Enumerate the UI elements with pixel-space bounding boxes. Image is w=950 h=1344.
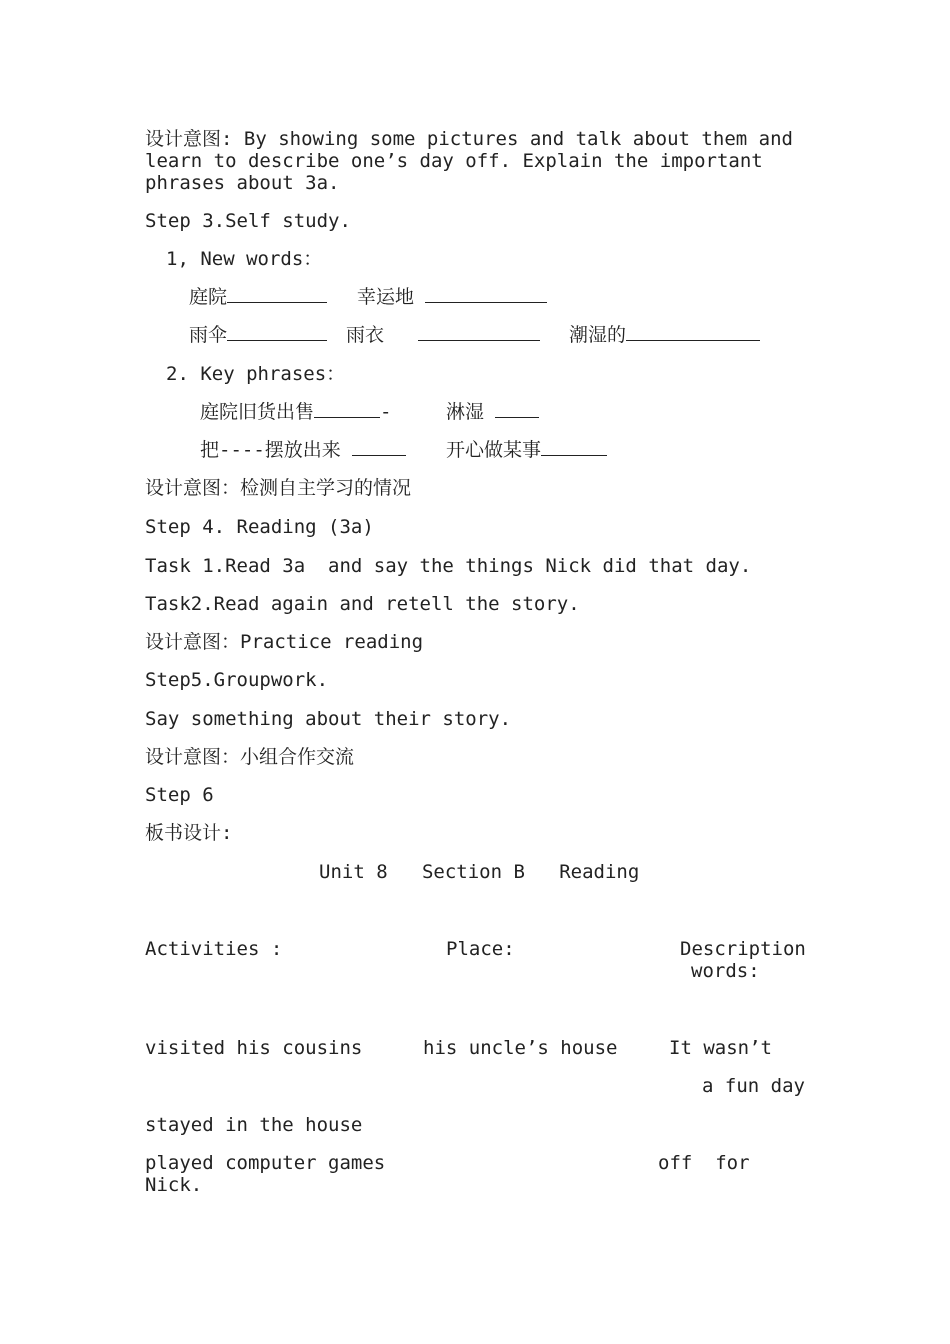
- step5-heading: Step5.Groupwork.: [145, 669, 329, 691]
- new-word-3: 雨伞: [189, 324, 327, 346]
- place-1: his uncle’s house: [423, 1037, 618, 1059]
- activity-2: stayed in the house: [145, 1114, 363, 1136]
- design-intent-1: 设计意图: By showing some pictures and talk about them and learn to describe one’s day off. Explain the important phrases about 3a.: [145, 128, 793, 194]
- step5-description: Say something about their story.: [145, 708, 512, 730]
- new-words-heading: 1, New words：: [166, 248, 323, 270]
- new-word-2: 幸运地: [357, 286, 547, 308]
- key-phrase-2: 淋湿: [446, 401, 539, 423]
- column-activities: Activities :: [145, 938, 283, 960]
- key-phrases-heading: 2. Key phrases：: [166, 363, 346, 385]
- column-place: Place:: [446, 938, 515, 960]
- phrase-blank-2[interactable]: [495, 401, 539, 418]
- design-intent-4: 设计意图：小组合作交流: [145, 746, 355, 768]
- column-description: Description: [680, 938, 806, 960]
- description-line-4: Nick.: [145, 1174, 203, 1196]
- new-word-1: 庭院: [189, 286, 327, 308]
- new-word-4: 雨衣: [346, 324, 540, 346]
- step6-heading: Step 6: [145, 784, 214, 806]
- activity-3: played computer games: [145, 1152, 386, 1174]
- design-intent-2: 设计意图：检测自主学习的情况: [145, 477, 412, 499]
- word-blank-1[interactable]: [227, 286, 327, 303]
- word-blank-3[interactable]: [227, 324, 327, 341]
- word-blank-5[interactable]: [626, 324, 760, 341]
- key-phrase-1: 庭院旧货出售 -: [200, 401, 392, 423]
- board-design-heading: 板书设计:: [145, 822, 233, 844]
- description-line-3: off for: [658, 1152, 750, 1174]
- word-blank-2[interactable]: [425, 286, 547, 303]
- step3-heading: Step 3.Self study.: [145, 210, 351, 232]
- phrase-blank-3[interactable]: [352, 439, 406, 456]
- description-line-2: a fun day: [702, 1075, 805, 1097]
- step4-heading: Step 4. Reading (3a): [145, 516, 374, 538]
- column-description-words: words:: [691, 960, 760, 982]
- task-2: Task2.Read again and retell the story.: [145, 593, 580, 615]
- phrase-blank-4[interactable]: [541, 439, 607, 456]
- key-phrase-3: 把----摆放出来: [200, 439, 406, 461]
- design-intent-3: 设计意图：Practice reading: [145, 631, 424, 653]
- task-1: Task 1.Read 3a and say the things Nick did that day.: [145, 555, 752, 577]
- board-title: Unit 8 Section B Reading: [319, 861, 640, 883]
- phrase-blank-1[interactable]: [314, 401, 380, 418]
- new-word-5: 潮湿的: [569, 324, 760, 346]
- key-phrase-4: 开心做某事: [446, 439, 607, 461]
- word-blank-4[interactable]: [418, 324, 540, 341]
- description-line-1: It wasn’t: [669, 1037, 772, 1059]
- activity-1: visited his cousins: [145, 1037, 363, 1059]
